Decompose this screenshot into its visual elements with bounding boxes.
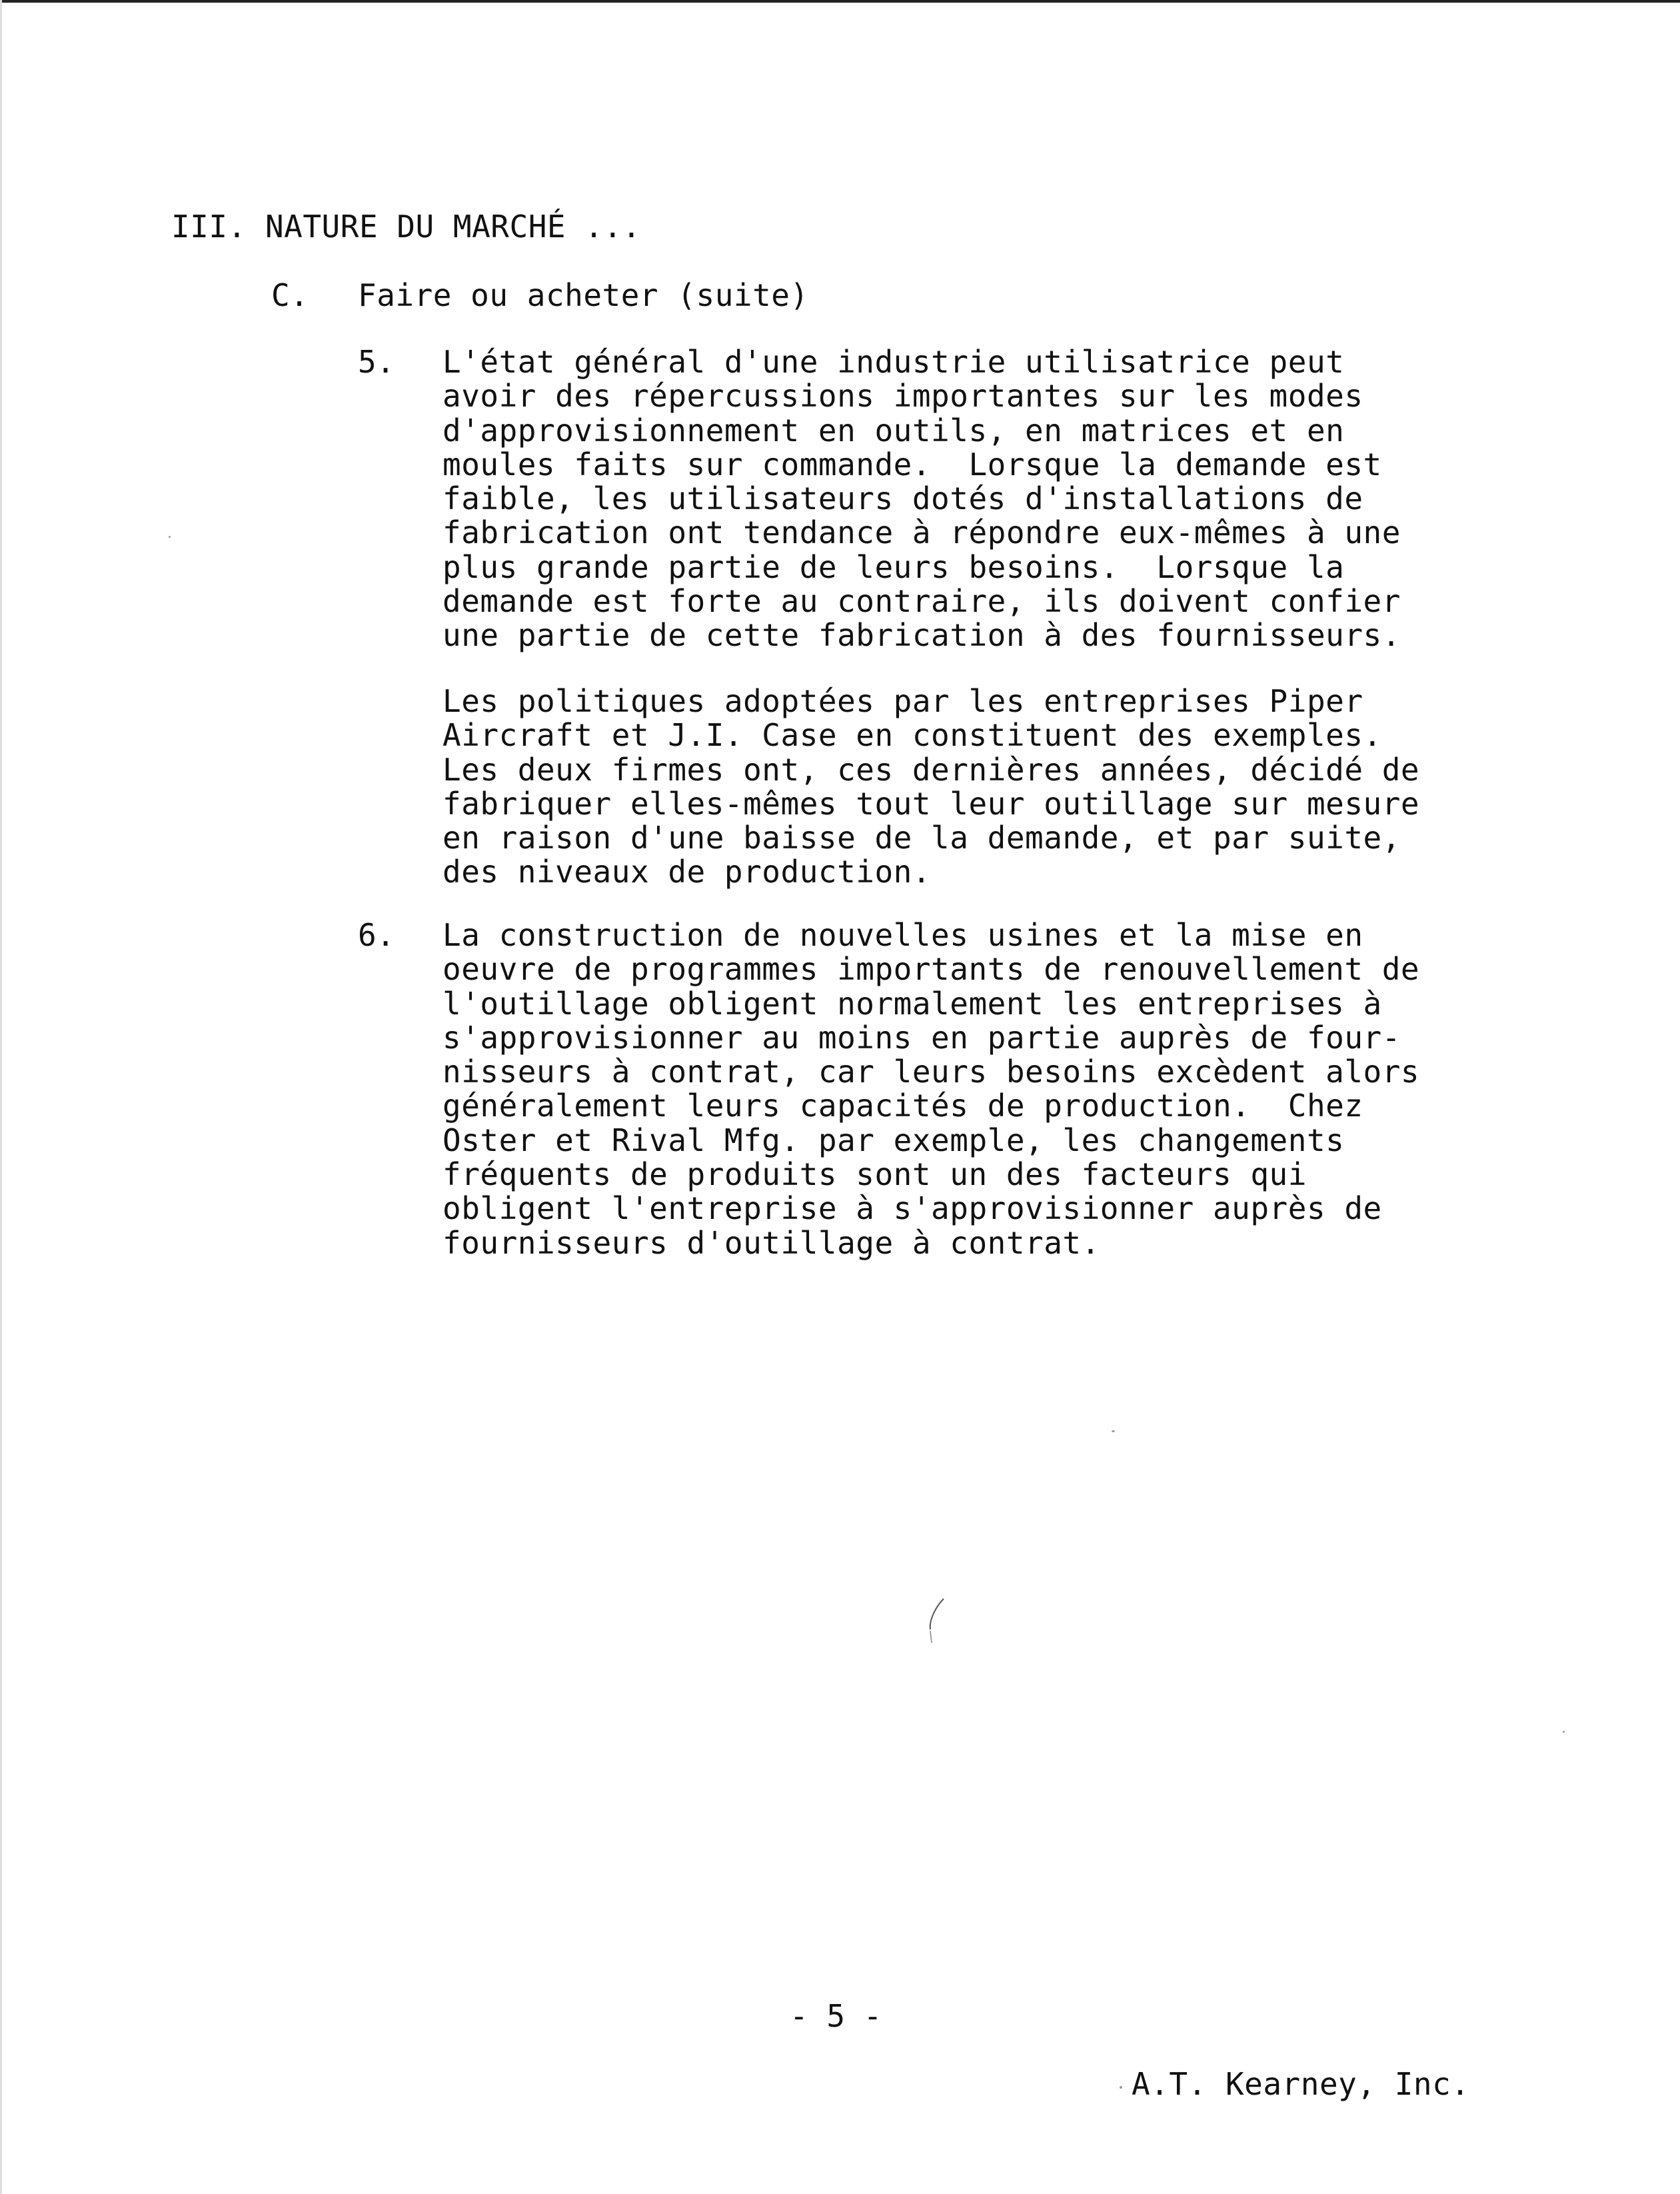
item-6-number: 6. [358,917,395,953]
item-5-number: 5. [358,344,395,380]
section-heading: III. NATURE DU MARCHÉ ... [171,209,641,245]
subsection-number: C. [271,277,309,313]
pen-mark-icon [925,1596,952,1649]
page-left-edge [0,0,2,2194]
scan-speck [169,536,171,538]
scan-speck [1563,1731,1565,1733]
scan-speck [1120,2086,1122,2089]
page-top-edge [0,0,1680,3]
scan-speck [1112,1430,1115,1432]
company-name: A.T. Kearney, Inc. [1132,2066,1470,2102]
item-6-paragraph-1: La construction de nouvelles usines et la mise en oeuvre de programmes importants de renouvellement de l'outillage obligent normalement les entreprises à s'approvisionner au moins en partie auprès de four- nisseurs à contrat, car leurs besoins excèdent alors généralement leurs capacités de production. Chez Oster et Rival Mfg. par exemple, les changements fréquents de produits sont un des facteurs qui obligent l'entreprise à s'approvisionner auprès de fournisseurs d'outillage à contrat. [442,917,1420,1261]
item-5-paragraph-2: Les politiques adoptées par les entreprises Piper Aircraft et J.I. Case en constituent des exemples. Les deux firmes ont, ces dernières années, décidé de fabriquer elles-mêmes tout leur outillage sur mesure en raison d'une baisse de la demande, et par suite, des niveaux de production. [442,683,1420,890]
subsection-title: Faire ou acheter (suite) [358,277,809,313]
page-number: - 5 - [790,1998,882,2034]
item-5-paragraph-1: L'état général d'une industrie utilisatrice peut avoir des répercussions importantes sur les modes d'approvisionnement en outils, en matrices et en moules faits sur commande. Lorsque la demande est faible, les utilisateurs dotés d'installations de fabrication ont tendance à répondre eux-mêmes à une plus grande partie de leurs besoins. Lorsque la demande est forte au contraire, ils doivent confier une partie de cette fabrication à des fournisseurs. [442,344,1401,654]
